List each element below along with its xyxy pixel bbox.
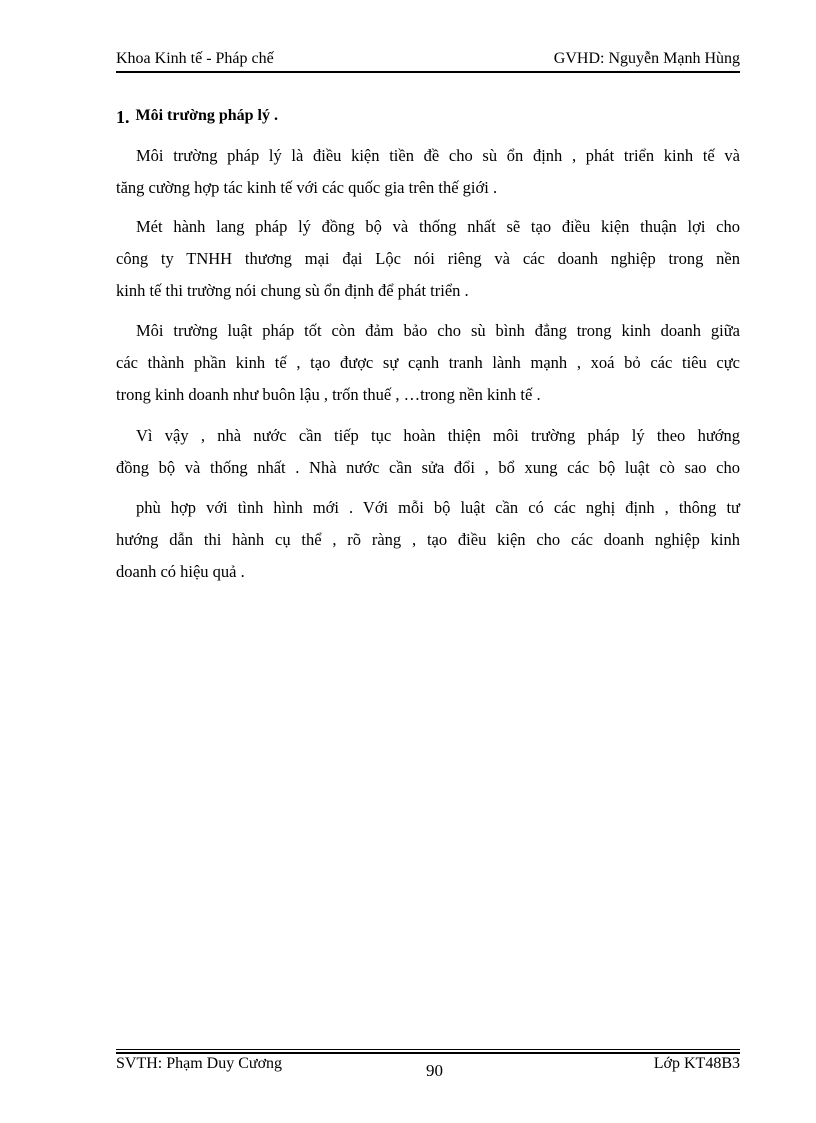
footer-rule	[116, 1052, 740, 1054]
paragraph-5	[116, 492, 740, 588]
paragraph-line: kinh tế thi trường nói chung sù ổn định để phát triển .	[116, 281, 469, 300]
footer-rule	[116, 1049, 740, 1050]
page-number: 90	[426, 1061, 443, 1080]
header-supervisor: GVHD: Nguyễn Mạnh Hùng	[553, 50, 740, 67]
paragraph-line: Môi trường pháp lý là điều kiện tiền đề cho sù ổn định , phát triển kinh tế và	[136, 146, 740, 165]
page-header	[116, 50, 740, 72]
footer-student: SVTH: Phạm Duy Cương	[116, 1055, 283, 1072]
paragraph-line: trong kinh doanh như buôn lậu , trốn thuế , …trong nền kinh tế .	[116, 385, 541, 404]
paragraph-line: Mét hành lang pháp lý đồng bộ và thống nhất sẽ tạo điều kiện thuận lợi cho	[136, 217, 740, 236]
section-heading	[116, 104, 278, 125]
paragraph-line: các thành phần kinh tế , tạo được sự cạnh tranh lành mạnh , xoá bỏ các tiêu cực	[116, 353, 740, 372]
paragraph-1	[116, 140, 740, 204]
paragraph-line: phù hợp với tình hình mới . Với mỗi bộ luật cần có các nghị định , thông tư	[136, 498, 740, 517]
footer-class: Lớp KT48B3	[653, 1055, 740, 1072]
paragraph-4	[116, 420, 740, 484]
section-title: Môi trường pháp lý .	[135, 107, 278, 124]
paragraph-line: Vì vậy , nhà nước cần tiếp tục hoàn thiện môi trường pháp lý theo hướng	[136, 426, 740, 445]
paragraph-line: hướng dẫn thi hành cụ thể , rõ ràng , tạo điều kiện cho các doanh nghiệp kinh	[116, 530, 740, 549]
paragraph-3	[116, 315, 740, 411]
section-number: 1.	[116, 107, 130, 127]
header-rule	[116, 71, 740, 73]
header-department: Khoa Kinh tế - Pháp chế	[116, 50, 274, 67]
paragraph-2	[116, 211, 740, 307]
paragraph-line: doanh có hiệu quả .	[116, 562, 245, 581]
paragraph-line: công ty TNHH thương mại đại Lộc nói riêng và các doanh nghiệp trong nền	[116, 249, 740, 268]
paragraph-line: Môi trường luật pháp tốt còn đảm bảo cho sù bình đẳng trong kinh doanh giữa	[136, 321, 740, 340]
paragraph-line: đồng bộ và thống nhất . Nhà nước cần sửa đổi , bổ xung các bộ luật cò sao cho	[116, 458, 740, 477]
paragraph-line: tăng cường hợp tác kinh tế với các quốc gia trên thế giới .	[116, 178, 498, 197]
